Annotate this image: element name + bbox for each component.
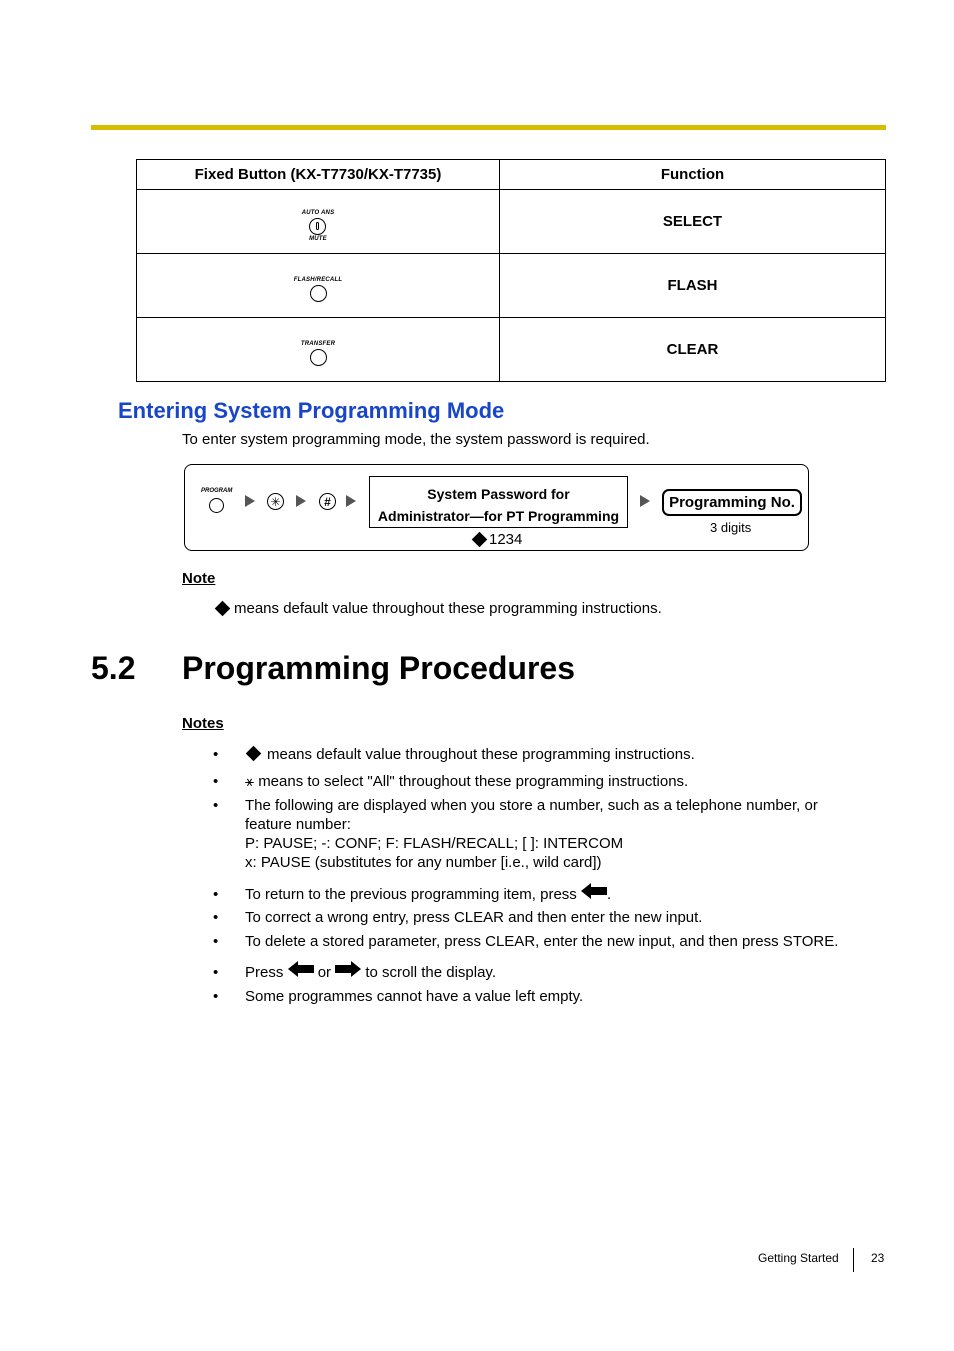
button-circle-icon (310, 349, 327, 366)
program-button-icon (209, 498, 224, 513)
password-label-line1: System Password for (427, 486, 570, 502)
arrow-right-icon (245, 495, 255, 507)
footer-section-name: Getting Started (758, 1251, 839, 1265)
bullet: • (213, 988, 219, 1005)
item-text: The following are displayed when you store a number, such as a telephone number, or (245, 797, 818, 814)
arrow-right-icon (296, 495, 306, 507)
table-row (137, 318, 886, 382)
button-circle-icon (309, 218, 326, 235)
table-header-row (137, 160, 886, 190)
page-number: 23 (871, 1251, 885, 1265)
chapter-title: Programming Procedures (182, 650, 575, 686)
item-text: or (317, 964, 332, 981)
column-header-button: Fixed Button (KX-T7730/KX-T7735) (137, 160, 500, 190)
list-item-text: To delete a stored parameter, press CLEAR, enter the new input, and then press STORE. (245, 933, 839, 950)
bullet: • (213, 773, 219, 790)
password-default-value: 1234 (489, 531, 523, 548)
list-item-text (245, 885, 895, 904)
bullet: • (213, 797, 219, 814)
button-label-top: FLASH/RECALL (293, 277, 343, 283)
note-text-content: means default value throughout these programming instructions. (234, 600, 662, 617)
password-default (472, 531, 522, 548)
bullet: • (213, 964, 219, 981)
item-text: feature number: (245, 816, 351, 833)
item-text: Press (245, 964, 284, 981)
item-text: to scroll the display. (365, 964, 496, 981)
table-row (137, 190, 886, 254)
program-button-label: PROGRAM (201, 488, 233, 494)
button-cell (137, 190, 500, 254)
list-item-text: To correct a wrong entry, press CLEAR and then enter the new input. (245, 909, 703, 926)
list-item-text (245, 772, 895, 791)
star-key-icon: ✳ (267, 493, 284, 510)
notes-heading: Notes (182, 715, 224, 732)
note-text (215, 600, 662, 617)
fixed-button-table (136, 159, 886, 382)
auto-ans-mute-button-icon (302, 210, 335, 243)
default-diamond-icon (246, 746, 262, 762)
header-rule (91, 125, 886, 130)
item-text: means default value throughout these programming instructions. (267, 746, 695, 763)
system-password-box (369, 476, 628, 528)
table-row (137, 254, 886, 318)
bullet: • (213, 886, 219, 903)
default-diamond-icon (215, 601, 231, 617)
item-text: To return to the previous programming item, press (245, 886, 577, 903)
button-label-top: TRANSFER (300, 341, 336, 347)
digits-label: 3 digits (710, 520, 752, 535)
programming-number-box: Programming No. (662, 489, 802, 516)
button-circle-icon (310, 285, 327, 302)
button-label-bottom: MUTE (309, 235, 327, 242)
button-cell (137, 318, 500, 382)
arrow-right-icon (640, 495, 650, 507)
bullet: • (213, 746, 219, 763)
transfer-button-icon (301, 341, 335, 367)
list-item-text (245, 796, 895, 872)
item-text: x: PAUSE (substitutes for any number [i.e., wild card]) (245, 854, 602, 871)
all-asterisk-icon: ⚹ (245, 772, 255, 790)
list-item-text: Some programmes cannot have a value left empty. (245, 988, 584, 1005)
chapter-number: 5.2 (91, 650, 136, 686)
default-diamond-icon (472, 532, 488, 548)
item-text: . (606, 886, 612, 903)
list-item-text (245, 745, 895, 764)
password-label-line2: Administrator—for PT Programming (377, 508, 620, 524)
item-text: means to select "All" throughout these programming instructions. (258, 773, 689, 790)
function-cell: SELECT (500, 190, 886, 254)
left-arrow-icon (288, 961, 314, 977)
button-cell (137, 254, 500, 318)
section-intro: To enter system programming mode, the system password is required. (182, 431, 650, 448)
left-arrow-icon (581, 883, 607, 899)
flash-recall-button-icon (294, 277, 342, 303)
button-label-top: AUTO ANS (301, 209, 335, 216)
footer-divider (853, 1248, 854, 1272)
item-text: P: PAUSE; -: CONF; F: FLASH/RECALL; [ ]: INTERCOM (245, 835, 624, 852)
arrow-right-icon (346, 495, 356, 507)
chapter-heading (91, 650, 575, 687)
function-cell: FLASH (500, 254, 886, 318)
section-title: Entering System Programming Mode (118, 398, 505, 423)
note-heading: Note (182, 570, 216, 587)
right-arrow-icon (335, 961, 361, 977)
list-item-text (245, 963, 895, 982)
column-header-function: Function (500, 160, 886, 190)
bullet: • (213, 909, 219, 926)
bullet: • (213, 933, 219, 950)
hash-key-icon: # (319, 493, 336, 510)
function-cell: CLEAR (500, 318, 886, 382)
